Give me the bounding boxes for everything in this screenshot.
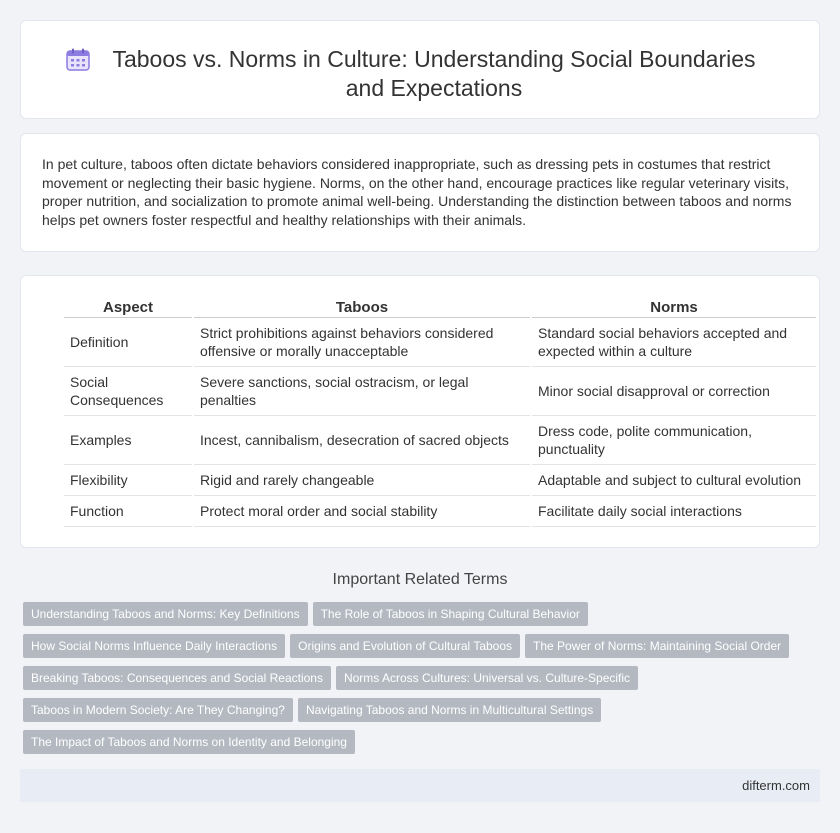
related-term-link[interactable]: The Role of Taboos in Shaping Cultural Behavior xyxy=(313,602,588,626)
related-term-link[interactable]: Breaking Taboos: Consequences and Social Reactions xyxy=(23,666,331,690)
table-cell: Severe sanctions, social ostracism, or legal penalties xyxy=(194,367,530,416)
page-title: Taboos vs. Norms in Culture: Understanding Social Boundaries and Expectations xyxy=(112,46,756,101)
table-row xyxy=(64,416,816,465)
header-taboos: Taboos xyxy=(194,296,530,318)
table-cell: Standard social behaviors accepted and expected within a culture xyxy=(532,318,816,367)
table-header-row xyxy=(64,296,816,318)
table-cell: Strict prohibitions against behaviors considered offensive or morally unacceptable xyxy=(194,318,530,367)
table-cell: Function xyxy=(64,496,192,527)
intro-paragraph: In pet culture, taboos often dictate behaviors considered inappropriate, such as dressing pets in costumes that restrict movement or neglecting their basic hygiene. Norms, on the other hand, encourage practices like regular veterinary visits, proper nutrition, and socialization to promote animal well-being. Understanding the distinction between taboos and norms helps pet owners foster respectful and healthy relationships with their animals. xyxy=(42,156,792,228)
related-term-link[interactable]: Origins and Evolution of Cultural Taboos xyxy=(290,634,520,658)
table-cell: Rigid and rarely changeable xyxy=(194,465,530,496)
header-aspect: Aspect xyxy=(64,296,192,318)
table-cell: Flexibility xyxy=(64,465,192,496)
table-cell: Definition xyxy=(64,318,192,367)
related-terms-heading: Important Related Terms xyxy=(332,571,508,588)
footer xyxy=(20,769,820,802)
related-term-link[interactable]: The Power of Norms: Maintaining Social Order xyxy=(525,634,789,658)
intro-card xyxy=(20,133,820,252)
table-cell: Adaptable and subject to cultural evolution xyxy=(532,465,816,496)
comparison-table xyxy=(62,296,818,527)
table-row xyxy=(64,496,816,527)
table-cell: Social Consequences xyxy=(64,367,192,416)
table-cell: Dress code, polite communication, punctuality xyxy=(532,416,816,465)
related-term-link[interactable]: Navigating Taboos and Norms in Multicultural Settings xyxy=(298,698,601,722)
related-term-link[interactable]: The Impact of Taboos and Norms on Identity and Belonging xyxy=(23,730,355,754)
related-terms-list xyxy=(23,602,803,762)
comparison-table-card xyxy=(20,275,820,548)
related-term-link[interactable]: Taboos in Modern Society: Are They Changing? xyxy=(23,698,293,722)
table-row xyxy=(64,318,816,367)
related-term-link[interactable]: How Social Norms Influence Daily Interactions xyxy=(23,634,285,658)
table-cell: Incest, cannibalism, desecration of sacred objects xyxy=(194,416,530,465)
table-cell: Facilitate daily social interactions xyxy=(532,496,816,527)
header-norms: Norms xyxy=(532,296,816,318)
header-card xyxy=(20,20,820,119)
table-cell: Protect moral order and social stability xyxy=(194,496,530,527)
footer-site-link[interactable]: difterm.com xyxy=(742,778,810,793)
table-row xyxy=(64,367,816,416)
table-cell: Examples xyxy=(64,416,192,465)
related-term-link[interactable]: Norms Across Cultures: Universal vs. Culture-Specific xyxy=(336,666,638,690)
table-cell: Minor social disapproval or correction xyxy=(532,367,816,416)
related-term-link[interactable]: Understanding Taboos and Norms: Key Definitions xyxy=(23,602,308,626)
table-row xyxy=(64,465,816,496)
